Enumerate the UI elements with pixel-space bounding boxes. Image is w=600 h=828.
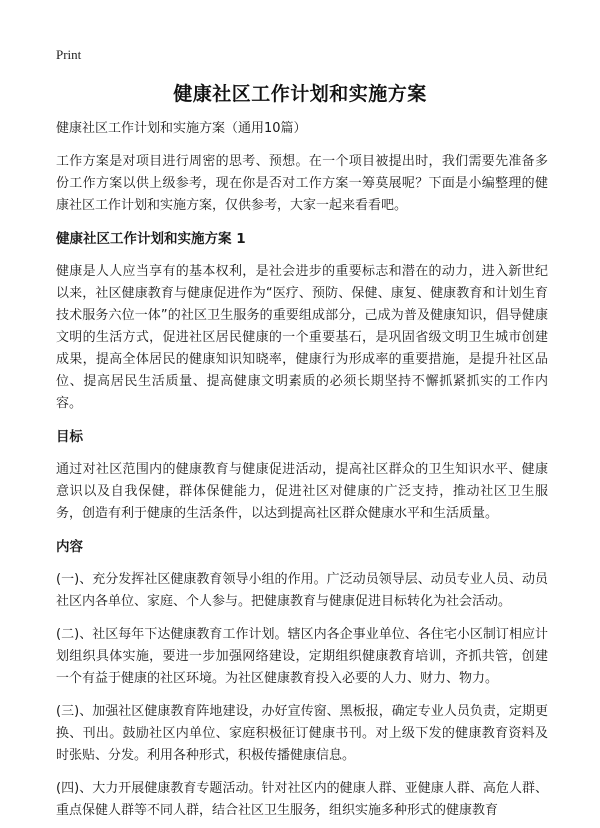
- content-item-1: (一)、充分发挥社区健康教育领导小组的作用。广泛动员领导层、动员专业人员、动员社区内各单位、家庭、个人参与。把健康教育与健康促进目标转化为社会活动。: [56, 572, 548, 609]
- section-heading-content: 内容: [56, 539, 83, 555]
- section-paragraph-plan-1: 健康是人人应当享有的基本权利，是社会进步的重要标志和潜在的动力，进入新世纪以来，社区健康教育与健康促进作为“医疗、预防、保健、康复、健康教育和计划生育技术服务六位一体”的社区卫生服务的重要组成部分，己成为普及健康知识，倡导健康文明的生活方式，促进社区居民健康的一个重要基石，是巩固省级文明卫生城市创建成果，提高全体居民的健康知识知晓率，健康行为形成率的重要措施，是提升社区品位、提高居民生活质量、提高健康文明素质的必须长期坚持不懈抓紧抓实的工作内容。: [56, 264, 548, 411]
- article-subtitle: 健康社区工作计划和实施方案（通用10篇）: [56, 121, 307, 136]
- content-item-2: (二)、社区每年下达健康教育工作计划。辖区内各企事业单位、各住宅小区制订相应计划组织具体实施，要进一步加强网络建设，定期组织健康教育培训，齐抓共管，创建一个有益于健康的社区环境。为社区健康教育投入必要的人力、财力、物力。: [56, 627, 548, 686]
- intro-paragraph: 工作方案是对项目进行周密的思考、预想。在一个项目被提出时，我们需要先准备多份工作方案以供上级参考，现在你是否对工作方案一筹莫展呢？下面是小编整理的健康社区工作计划和实施方案，仅供参考，大家一起来看看吧。: [56, 154, 548, 213]
- page-title: 健康社区工作计划和实施方案: [173, 83, 427, 105]
- section-heading-plan-1: 健康社区工作计划和实施方案 1: [56, 231, 246, 247]
- article-body: [56, 118, 548, 828]
- content-item-3: (三)、加强社区健康教育阵地建设，办好宣传窗、黑板报，确定专业人员负责，定期更换、刊出。鼓励社区内单位、家庭积极征订健康书刊。对上级下发的健康教育资料及时张贴、分发。利用各种形式，积极传播健康信息。: [56, 704, 548, 763]
- section-heading-goal: 目标: [56, 429, 83, 445]
- section-paragraph-goal: 通过对社区范围内的健康教育与健康促进活动，提高社区群众的卫生知识水平、健康意识以及自我保健，群体保健能力，促进社区对健康的广泛支持，推动社区卫生服务，创造有利于健康的生活条件，以达到提高社区群众健康水平和生活质量。: [56, 462, 548, 521]
- print-link[interactable]: Print: [56, 47, 82, 62]
- content-item-4: (四)、大力开展健康教育专题活动。针对社区内的健康人群、亚健康人群、高危人群、重点保健人群等不同人群，结合社区卫生服务，组织实施多种形式的健康教育: [56, 781, 548, 818]
